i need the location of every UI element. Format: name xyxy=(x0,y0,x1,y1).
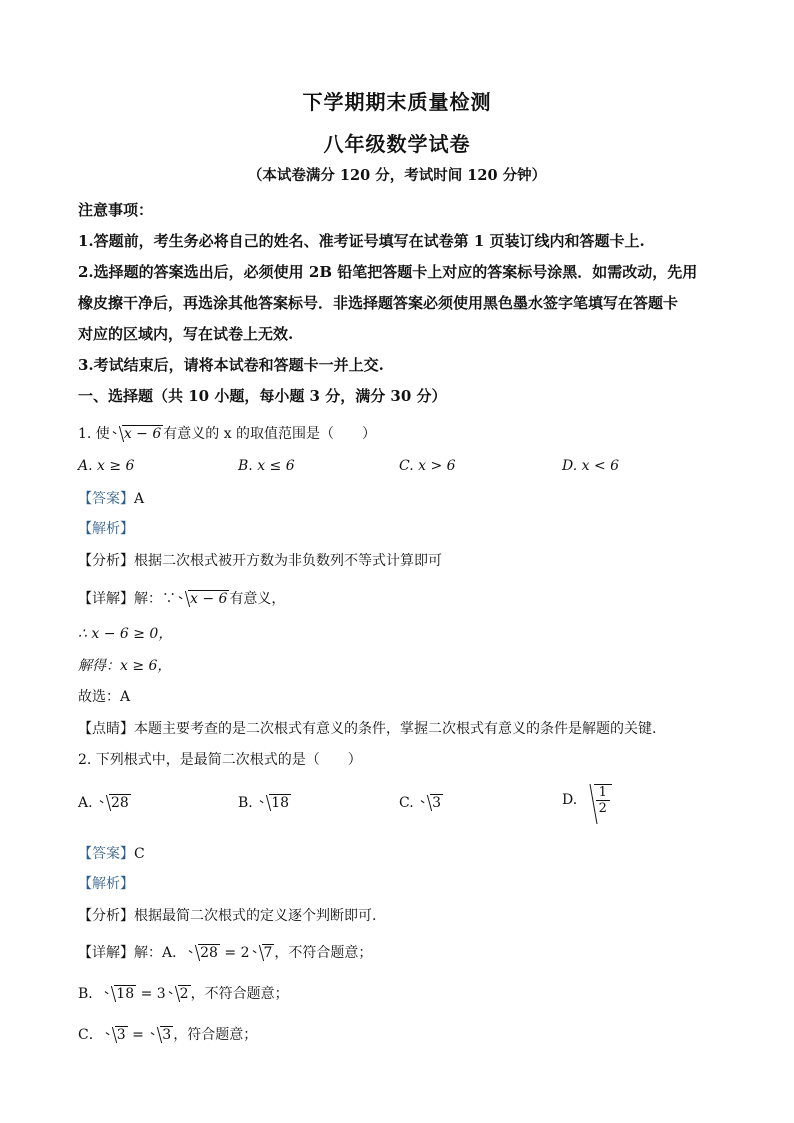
sqrt-expression: x − 6 xyxy=(178,590,229,607)
q1-step-1: ∴ x − 6 ≥ 0， xyxy=(78,626,173,642)
sqrt-expression: 18 xyxy=(259,794,291,811)
sqrt-expression: 28 xyxy=(188,944,220,961)
q2-detail-c: C． 3 = 3 ，符合题意； xyxy=(78,1027,258,1043)
q1-comment: 【点睛】本题主要考查的是二次根式有意义的条件，掌握二次根式有意义的条件是解题的关键. xyxy=(78,721,657,737)
note-item-3: 3.考试结束后，请将本试卷和答题卡一并上交. xyxy=(78,356,384,374)
q2-detail-a: 【详解】解：A． 28 = 2 7 ，不符合题意； xyxy=(78,945,373,961)
note-item-2-line3: 对应的区域内，写在试卷上无效. xyxy=(78,325,294,343)
q1-step-2: 解得：x ≥ 6， xyxy=(78,658,172,674)
q2-analysis-tag: 【解析】 xyxy=(78,876,134,892)
sqrt-expression: 7 xyxy=(252,944,275,961)
notes-heading: 注意事项： xyxy=(78,201,154,219)
page-title: 下学期期末质量检测 xyxy=(302,90,492,114)
q1-analysis-tag: 【解析】 xyxy=(78,521,134,537)
q2-detail-b: B． 18 = 3 2 ，不符合题意； xyxy=(78,986,289,1002)
q1-option-a: A. x ≥ 6 xyxy=(78,458,135,474)
q1-option-b: B. x ≤ 6 xyxy=(238,458,295,474)
section-heading: 一、选择题（共 10 小题，每小题 3 分，满分 30 分） xyxy=(78,387,447,405)
question-2-stem: 2. 下列根式中，是最简二次根式的是（ ） xyxy=(78,752,362,768)
q1-option-c: C. x > 6 xyxy=(399,458,456,474)
q1-detail: 【详解】解：∵ x − 6 有意义， xyxy=(78,591,286,607)
q1-option-d: D. x < 6 xyxy=(562,458,620,474)
page-subtitle: 八年级数学试卷 xyxy=(323,132,471,156)
q1-step-3: 故选：A xyxy=(78,689,131,705)
sqrt-expression: 28 xyxy=(99,794,131,811)
note-item-2-line1: 2.选择题的答案选出后，必须使用 2B 铅笔把答题卡上对应的答案标号涂黑．如需改动，先用 xyxy=(78,263,698,281)
sqrt-expression: 3 xyxy=(105,1026,128,1043)
sqrt-expression: 3 xyxy=(420,794,443,811)
sqrt-expression: 2 xyxy=(168,985,191,1002)
note-item-2-line2: 橡皮擦干净后，再选涂其他答案标号．非选择题答案必须使用黑色墨水签字笔填写在答题卡 xyxy=(78,294,679,312)
sqrt-expression: 18 xyxy=(104,985,136,1002)
q2-analysis: 【分析】根据最简二次根式的定义逐个判断即可. xyxy=(78,908,377,924)
q2-option-b: B. 18 xyxy=(238,795,290,811)
q2-option-d: D. $\frac{1}{2}$ xyxy=(562,784,612,816)
q1-analysis: 【分析】根据二次根式被开方数为非负数列不等式计算即可 xyxy=(78,553,442,569)
sqrt-expression: 3 xyxy=(150,1026,173,1043)
q2-option-a: A. 28 xyxy=(78,795,129,811)
note-item-1: 1.答题前，考生务必将自己的姓名、准考证号填写在试卷第 1 页装订线内和答题卡上. xyxy=(78,232,645,250)
exam-info: （本试卷满分 120 分，考试时间 120 分钟） xyxy=(247,167,547,184)
question-1-stem: 1. 使 x − 6 有意义的 x 的取值范围是（ ） xyxy=(78,426,377,442)
q1-answer: 【答案】A xyxy=(78,491,145,507)
sqrt-expression: x − 6 xyxy=(112,425,163,442)
sqrt-fraction: $\frac{1}{2}$ xyxy=(582,784,612,816)
q2-option-c: C. 3 xyxy=(399,795,442,811)
q2-answer: 【答案】C xyxy=(78,846,145,862)
